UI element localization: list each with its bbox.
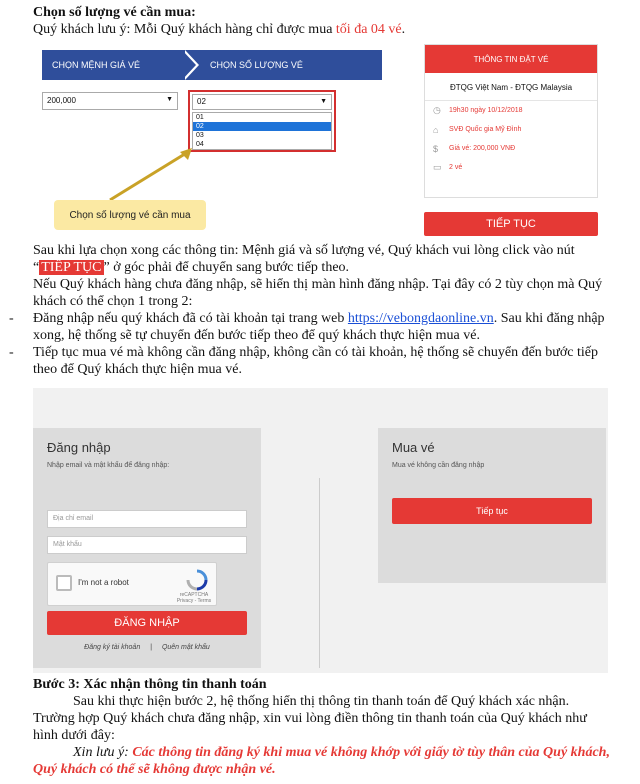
captcha-checkbox[interactable] [56, 575, 72, 591]
continue-button[interactable]: TIẾP TỤC [424, 212, 598, 236]
quantity-select[interactable]: 02 ▼ [192, 94, 332, 110]
booking-info-header: THÔNG TIN ĐẶT VÉ [425, 45, 597, 73]
price-row: $ Giá vé: 200,000 VNĐ [433, 143, 516, 154]
step3-block [33, 676, 613, 778]
login-screenshot [33, 388, 608, 673]
match-name: ĐTQG Việt Nam - ĐTQG Malaysia [425, 73, 597, 101]
step-price[interactable]: CHỌN MỆNH GIÁ VÉ [42, 50, 182, 80]
guest-title: Mua vé [392, 440, 435, 455]
step3-note: Xin lưu ý: Các thông tin đăng ký khi mua vé không khớp với giấy tờ tùy thân của Quý khách, Quý khách có thể sẽ không được nhận vé. [33, 745, 610, 777]
quantity-options [192, 112, 332, 150]
login-subtitle: Nhập email và mật khẩu để đăng nhập: [47, 462, 170, 469]
step3-line2: Trường hợp Quý khách chưa đăng nhập, xin vui lòng điền thông tin thanh toán của Quý khách như hình dưới đây: [33, 711, 587, 743]
price-select[interactable]: 200,000 ▼ [42, 92, 178, 110]
register-link[interactable]: Đăng ký tài khoản [84, 644, 141, 651]
quantity-highlight-box [188, 90, 336, 152]
guest-purchase-panel [378, 428, 606, 583]
guest-continue-button[interactable]: Tiếp tục [392, 498, 592, 524]
venue-row: ⌂ SVĐ Quốc gia Mỹ Đình [433, 124, 522, 135]
section-heading-block [33, 4, 613, 38]
step-quantity[interactable]: CHỌN SỐ LƯỢNG VÉ [182, 50, 382, 80]
continue-inline-label: TIẾP TỤC [41, 260, 102, 275]
login-button[interactable]: ĐĂNG NHẬP [47, 611, 247, 635]
recaptcha-brand: reCAPTCHA Privacy - Terms [176, 592, 212, 604]
section-heading: Chọn số lượng vé cần mua: [33, 5, 196, 20]
location-icon: ⌂ [433, 124, 439, 135]
quantity-option[interactable]: 02 [193, 122, 331, 131]
arrow-icon [100, 144, 200, 204]
ticket-icon: ▭ [433, 162, 442, 172]
quantity-option[interactable]: 04 [196, 141, 204, 148]
step3-heading: Bước 3: Xác nhận thông tin thanh toán [33, 677, 267, 692]
captcha-label: I'm not a robot [78, 578, 129, 587]
login-instruction: Nếu Quý khách hàng chưa đăng nhập, sẽ hiển thị màn hình đăng nhập. Tại đây có 2 tùy chọn mà Quý khách có thể chọn 1 trong 2: [33, 277, 603, 309]
ticket-selection-screenshot [40, 44, 610, 240]
recaptcha-logo-icon [186, 569, 208, 591]
quantity-callout: Chọn số lượng vé cần mua [54, 200, 206, 230]
instructions-block [9, 242, 613, 378]
match-time-row: ◷ 19h30 ngày 10/12/2018 [433, 105, 523, 115]
chevron-down-icon: ▼ [320, 98, 327, 105]
step3-line1: Sau khi thực hiện bước 2, hệ thống hiển thị thông tin thanh toán để Quý khách xác nhận. [73, 694, 570, 709]
column-divider [319, 478, 320, 668]
login-links: Đăng ký tài khoản | Quên mật khẩu [84, 644, 210, 651]
recaptcha-widget [47, 562, 217, 606]
bullet-guest: - Tiếp tục mua vé mà không cần đăng nhập, không cần có tài khoản, hệ thống sẽ chuyển đến bước tiếp theo để Quý khách thực hiện mua vé. [9, 345, 598, 377]
continue-instruction: Sau khi lựa chọn xong các thông tin: Mệnh giá và số lượng vé, Quý khách vui lòng click vào nút “ TIẾP TỤC ” ở góc phải để chuyển sang bước tiếp theo. [33, 243, 575, 275]
bullet-login: - Đăng nhập nếu quý khách đã có tài khoản tại trang web https://vebongdaonline.vn. Sau khi đăng nhập xong, hệ thống sẽ tự chuyển đến bước tiếp theo để quý khách thực hiện mua vé. [9, 311, 605, 343]
guest-subtitle: Mua vé không cần đăng nhập [392, 462, 485, 469]
password-field[interactable]: Mật khẩu [47, 536, 247, 554]
limit-highlight: tối đa 04 vé [335, 22, 402, 37]
quantity-row: ▭ 2 vé [433, 162, 463, 172]
forgot-password-link[interactable]: Quên mật khẩu [161, 644, 210, 651]
purchase-limit-note: Quý khách lưu ý: Mỗi Quý khách hàng chỉ được mua tối đa 04 vé. [33, 22, 406, 37]
website-link[interactable]: https://vebongdaonline.vn [347, 311, 494, 326]
login-panel [33, 428, 261, 668]
email-field[interactable]: Địa chỉ email [47, 510, 247, 528]
chevron-down-icon: ▼ [166, 96, 173, 103]
clock-icon: ◷ [433, 105, 441, 115]
step-bar [42, 50, 385, 80]
quantity-option[interactable]: 03 [196, 132, 204, 139]
booking-info-panel [424, 44, 598, 198]
login-title: Đăng nhập [47, 440, 111, 455]
quantity-option[interactable]: 01 [196, 114, 204, 121]
dollar-icon: $ [433, 143, 439, 154]
